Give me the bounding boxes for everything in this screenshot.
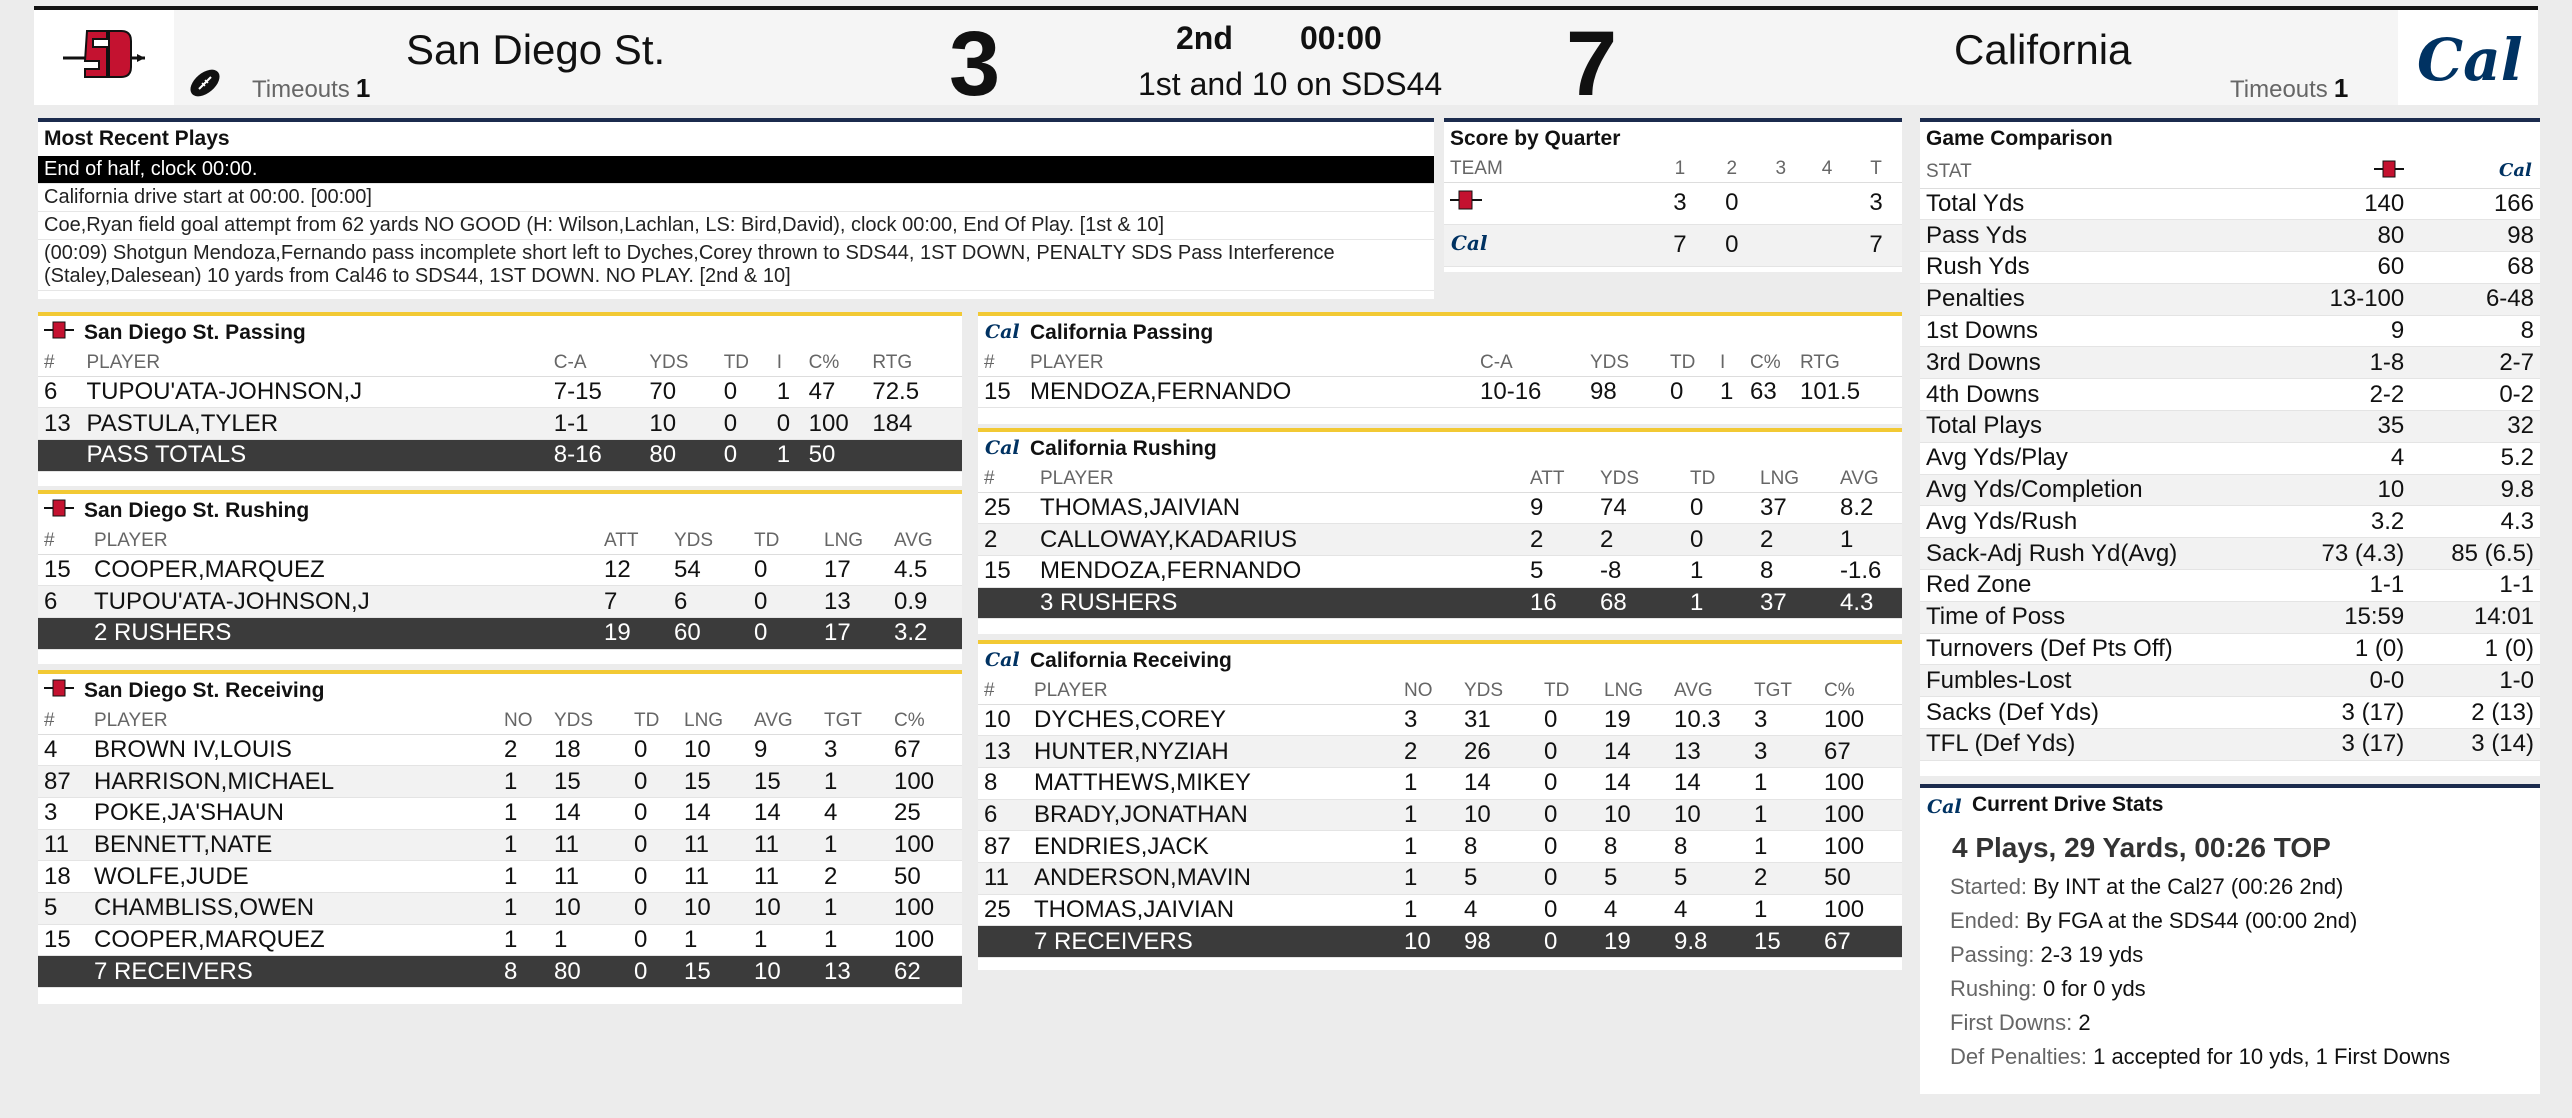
table-row: 10 DYCHES,COREY 3 31 0 19 10.3 3 100 [978, 704, 1902, 736]
svg-text:Cal: Cal [2417, 25, 2523, 94]
table-row: 3 POKE,JA'SHAUN 1 14 0 14 14 4 25 [38, 797, 962, 829]
sds-logo-icon [34, 10, 174, 105]
drive-stats [1920, 822, 2540, 1074]
svg-text:Cal: Cal [985, 321, 1020, 343]
sds-rushing-table: # PLAYER ATT YDS TD LNG AVG 15 COOPER,MARQUEZ 12 54 0 17 4.5 6 TUPOU'ATA-JOHNSON,J 7 6 0 13 0.9 2 RUSHERS 19 60 0 17 3.2 [38, 528, 962, 650]
totals-row: 2 RUSHERS 19 60 0 17 3.2 [38, 617, 962, 649]
table-row: Total Plays 35 32 [1920, 411, 2540, 443]
drive-line: First Downs: 2 [1950, 1010, 2091, 1035]
game-comparison-panel [1920, 118, 2540, 776]
svg-text:Cal: Cal [985, 649, 1020, 671]
table-row: Avg Yds/Completion 10 9.8 [1920, 474, 2540, 506]
cal-logo-icon [984, 433, 1020, 465]
cal-receiving-title: Cal California Receiving [978, 644, 1902, 678]
home-team-name: California [1954, 26, 2132, 73]
sds-receiving-title: San Diego St. Receiving [38, 674, 962, 708]
table-row: Avg Yds/Rush 3.2 4.3 [1920, 506, 2540, 538]
table-row: 13 PASTULA,TYLER 1-1 10 0 0 100 184 [38, 408, 962, 440]
sds-receiving-table: # PLAYER NO YDS TD LNG AVG TGT C% 4 BROWN IV,LOUIS 2 18 0 10 9 3 67 87 HARRISON,MICHAEL 1 15 0 15 15 1 100 3 POKE,JA'SHAUN 1 14 0 14 14 4 25 11 BENNETT,NATE 1 11 0 11 11 1 100 18 WOLFE,JUDE 1 11 0 11 11 2 50 5 CHAMBLISS,OWEN 1 10 0 10 10 1 100 15 COOPER,MARQUEZ 1 1 0 1 1 1 100 7 RECEIVERS 8 80 0 15 10 13 62 [38, 708, 962, 988]
table-row: 15 MENDOZA,FERNANDO 10-16 98 0 1 63 101.5 [978, 376, 1902, 408]
sds-logo-icon [1444, 182, 1654, 224]
plays-list [38, 156, 1434, 291]
drive-line: Def Penalties: 1 accepted for 10 yds, 1 First Downs [1950, 1044, 2451, 1069]
table-row: 6 BRADY,JONATHAN 1 10 0 10 10 1 100 [978, 799, 1902, 831]
table-row: 8 MATTHEWS,MIKEY 1 14 0 14 14 1 100 [978, 767, 1902, 799]
table-row: 4th Downs 2-2 0-2 [1920, 379, 2540, 411]
totals-row: 7 RECEIVERS 10 98 0 19 9.8 15 67 [978, 926, 1902, 958]
cal-rushing-title: Cal California Rushing [978, 432, 1902, 466]
cal-passing-table: # PLAYER C-A YDS TD I C% RTG 15 MENDOZA,FERNANDO 10-16 98 0 1 63 101.5 [978, 350, 1902, 408]
svg-text:Cal: Cal [2499, 159, 2532, 181]
cal-logo-icon [984, 645, 1020, 677]
cal-logo-icon [2398, 10, 2538, 105]
table-row: 1st Downs 9 8 [1920, 315, 2540, 347]
table-row: 87 HARRISON,MICHAEL 1 15 0 15 15 1 100 [38, 766, 962, 798]
away-timeouts: Timeouts 1 [252, 73, 371, 103]
cal-logo-icon [1926, 792, 1962, 818]
table-row: 3rd Downs 1-8 2-7 [1920, 347, 2540, 379]
game-quarter: 2nd [1176, 20, 1233, 56]
drive-line: Rushing: 0 for 0 yds [1950, 976, 2146, 1001]
cal-receiving-panel [978, 640, 1902, 970]
table-row: Pass Yds 80 98 [1920, 220, 2540, 252]
home-timeouts: Timeouts 1 [2230, 73, 2349, 103]
table-row: 2 CALLOWAY,KADARIUS 2 2 0 2 1 [978, 524, 1902, 556]
score-by-quarter-table: TEAM 1 2 3 4 T 3 0 3 Cal 7 0 7 [1444, 156, 1902, 267]
play-item: Coe,Ryan field goal attempt from 62 yards NO GOOD (H: Wilson,Lachlan, LS: Bird,David), clock 00:00, End Of Play. [1st & 10] [38, 212, 1434, 240]
table-row: Turnovers (Def Pts Off) 1 (0) 1 (0) [1920, 633, 2540, 665]
sds-passing-panel [38, 312, 962, 486]
table-row: Total Yds 140 166 [1920, 188, 2540, 220]
sds-logo-icon [44, 498, 74, 524]
table-row: TFL (Def Yds) 3 (17) 3 (14) [1920, 729, 2540, 761]
score-by-quarter-panel [1444, 118, 1902, 272]
table-row: Red Zone 1-1 1-1 [1920, 570, 2540, 602]
recent-plays-title: Most Recent Plays [44, 127, 230, 150]
cal-receiving-table: # PLAYER NO YDS TD LNG AVG TGT C% 10 DYCHES,COREY 3 31 0 19 10.3 3 100 13 HUNTER,NYZIAH 2 26 0 14 13 3 67 8 MATTHEWS,MIKEY 1 14 0 14 14 1 100 6 BRADY,JONATHAN 1 10 0 10 10 1 100 87 ENDRIES,JACK 1 8 0 8 8 1 100 11 ANDERSON,MAVIN 1 5 0 5 5 2 50 25 THOMAS,JAIVIAN 1 4 0 4 4 1 100 7 RECEIVERS 10 98 0 19 9.8 15 67 [978, 678, 1902, 958]
table-row: Fumbles-Lost 0-0 1-0 [1920, 665, 2540, 697]
table-row: 6 TUPOU'ATA-JOHNSON,J 7 6 0 13 0.9 [38, 586, 962, 618]
table-row: 15 COOPER,MARQUEZ 1 1 0 1 1 1 100 [38, 924, 962, 956]
table-row: 5 CHAMBLISS,OWEN 1 10 0 10 10 1 100 [38, 892, 962, 924]
game-clock: 00:00 [1300, 20, 1382, 56]
game-comparison-title: Game Comparison [1926, 127, 2113, 150]
drive-line: Passing: 2-3 19 yds [1950, 942, 2144, 967]
sds-receiving-panel [38, 670, 962, 1004]
table-row: Time of Poss 15:59 14:01 [1920, 601, 2540, 633]
svg-text:Cal: Cal [1927, 796, 1962, 818]
home-score: 7 [1566, 13, 1618, 115]
cal-logo-icon [984, 317, 1020, 349]
sds-passing-table: # PLAYER C-A YDS TD I C% RTG 6 TUPOU'ATA-JOHNSON,J 7-15 70 0 1 47 72.5 13 PASTULA,TYLER 1-1 10 0 0 100 184 PASS TOTALS 8-16 80 0 1 50 [38, 350, 962, 472]
score-by-quarter-title: Score by Quarter [1450, 127, 1621, 150]
table-row: Rush Yds 60 68 [1920, 252, 2540, 284]
table-row: 3 0 3 [1444, 182, 1902, 224]
table-row: 11 ANDERSON,MAVIN 1 5 0 5 5 2 50 [978, 862, 1902, 894]
table-row: Avg Yds/Play 4 5.2 [1920, 442, 2540, 474]
table-row: Sack-Adj Rush Yd(Avg) 73 (4.3) 85 (6.5) [1920, 538, 2540, 570]
totals-row: 3 RUSHERS 16 68 1 37 4.3 [978, 587, 1902, 619]
cal-logo-icon [2410, 156, 2540, 188]
cal-rushing-table: # PLAYER ATT YDS TD LNG AVG 25 THOMAS,JAIVIAN 9 74 0 37 8.2 2 CALLOWAY,KADARIUS 2 2 0 2 1 15 MENDOZA,FERNANDO 5 -8 1 8 -1.6 3 RUSHERS 16 68 1 37 4.3 [978, 466, 1902, 619]
sds-logo-icon [2281, 156, 2411, 188]
drive-line: Ended: By FGA at the SDS44 (00:00 2nd) [1950, 908, 2358, 933]
table-row: Cal 7 0 7 [1444, 224, 1902, 266]
sds-logo-icon [44, 320, 74, 346]
play-item: End of half, clock 00:00. [38, 156, 1434, 184]
table-row: 87 ENDRIES,JACK 1 8 0 8 8 1 100 [978, 831, 1902, 863]
table-row: 13 HUNTER,NYZIAH 2 26 0 14 13 3 67 [978, 736, 1902, 768]
table-row: Sacks (Def Yds) 3 (17) 2 (13) [1920, 697, 2540, 729]
away-team-name: San Diego St. [406, 26, 666, 73]
sds-passing-title: San Diego St. Passing [38, 316, 962, 350]
table-row: 25 THOMAS,JAIVIAN 1 4 0 4 4 1 100 [978, 894, 1902, 926]
drive-line: Started: By INT at the Cal27 (00:26 2nd) [1950, 874, 2344, 899]
totals-row: 7 RECEIVERS 8 80 0 15 10 13 62 [38, 956, 962, 988]
current-drive-panel [1920, 784, 2540, 1094]
table-row: 4 BROWN IV,LOUIS 2 18 0 10 9 3 67 [38, 734, 962, 766]
play-item: (00:09) Shotgun Mendoza,Fernando pass incomplete short left to Dyches,Corey thrown to SDS44, 1ST DOWN, PENALTY SDS Pass Interference (Staley,Dalesean) 10 yards from Cal46 to SDS44, 1ST DOWN. NO PLAY. [2nd & 10] [38, 240, 1434, 291]
table-row: 15 COOPER,MARQUEZ 12 54 0 17 4.5 [38, 554, 962, 586]
scoreboard [34, 6, 2538, 115]
sds-rushing-title: San Diego St. Rushing [38, 494, 962, 528]
table-row: Penalties 13-100 6-48 [1920, 283, 2540, 315]
sds-rushing-panel [38, 490, 962, 664]
sds-logo-icon [44, 678, 74, 704]
table-row: 15 MENDOZA,FERNANDO 5 -8 1 8 -1.6 [978, 555, 1902, 587]
svg-text:Cal: Cal [1451, 230, 1488, 255]
svg-text:Cal: Cal [985, 437, 1020, 459]
drive-summary: 4 Plays, 29 Yards, 00:26 TOP [1952, 832, 2331, 863]
down-distance: 1st and 10 on SDS44 [1138, 66, 1443, 102]
table-row: 6 TUPOU'ATA-JOHNSON,J 7-15 70 0 1 47 72.5 [38, 376, 962, 408]
cal-passing-panel [978, 312, 1902, 424]
recent-plays-panel [38, 118, 1434, 299]
cal-passing-title: Cal California Passing [978, 316, 1902, 350]
current-drive-title: Cal Current Drive Stats [1927, 793, 2164, 818]
cal-logo-icon [1444, 224, 1654, 266]
cal-rushing-panel [978, 428, 1902, 634]
football-icon [186, 64, 224, 107]
table-row: 18 WOLFE,JUDE 1 11 0 11 11 2 50 [38, 861, 962, 893]
play-item: California drive start at 00:00. [00:00] [38, 184, 1434, 212]
table-row: 11 BENNETT,NATE 1 11 0 11 11 1 100 [38, 829, 962, 861]
totals-row: PASS TOTALS 8-16 80 0 1 50 [38, 439, 962, 471]
game-comparison-table: STAT Cal Total Yds 140 166 Pass Yds 80 98 Rush Yds 60 68 Penalties 13-100 6-48 1st Downs 9 8 3rd Downs 1-8 2-7 4th Downs 2-2 0-2 Total Plays 35 32 Avg Yds/Play 4 5.2 Avg Yds/Completion 10 9.8 Avg Yds/Rush 3.2 4.3 Sack-Adj Rush Yd(Avg) 73 (4.3) 85 (6.5) Red Zone 1-1 1-1 Time of Poss 15:59 14:01 Turnovers (Def Pts Off) 1 (0) 1 (0) Fumbles-Lost 0-0 1-0 Sacks (Def Yds) 3 (17) 2 (13) TFL (Def Yds) 3 (17) 3 (14) [1920, 156, 2540, 761]
table-row: 25 THOMAS,JAIVIAN 9 74 0 37 8.2 [978, 492, 1902, 524]
away-score: 3 [949, 13, 1001, 115]
